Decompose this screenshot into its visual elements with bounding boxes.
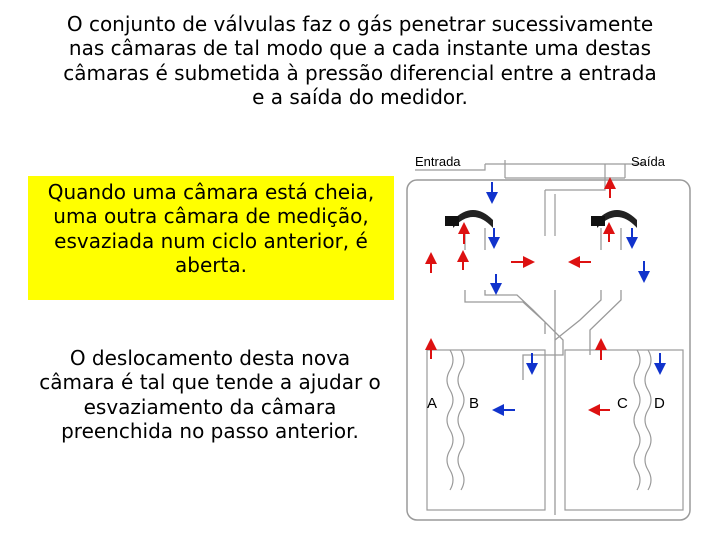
- right-valve-seat: [591, 216, 605, 226]
- right-diaphragm: [634, 350, 651, 490]
- chamber-ab: [427, 350, 545, 510]
- chamber-cd: [565, 350, 683, 510]
- conclusion-paragraph: O deslocamento desta nova câmara é tal que tende a ajudar o esvaziamento da câmara preenchida no passo anterior.: [39, 346, 381, 444]
- outlet-pipe: [545, 164, 625, 236]
- chamber-label-c: C: [617, 395, 628, 412]
- chamber-label-d: D: [654, 395, 665, 412]
- left-duct: [465, 228, 563, 380]
- left-diaphragm: [447, 350, 464, 490]
- gas-meter-diagram: [405, 150, 695, 525]
- chamber-label-b: B: [469, 395, 480, 412]
- left-valve-seat: [445, 216, 459, 226]
- intro-paragraph: O conjunto de válvulas faz o gás penetrar sucessivamente nas câmaras de tal modo que a cada instante uma destas câmaras é submetida à pressão diferencial entre a entrada e a saída do medidor.: [63, 12, 657, 110]
- highlight-box: Quando uma câmara está cheia, uma outra câmara de medição, esvaziada num ciclo anterior, é aberta.: [28, 176, 394, 300]
- chamber-label-a: A: [427, 395, 438, 412]
- right-duct: [555, 228, 621, 355]
- outlet-label: Saída: [631, 154, 665, 169]
- inlet-label: Entrada: [415, 154, 461, 169]
